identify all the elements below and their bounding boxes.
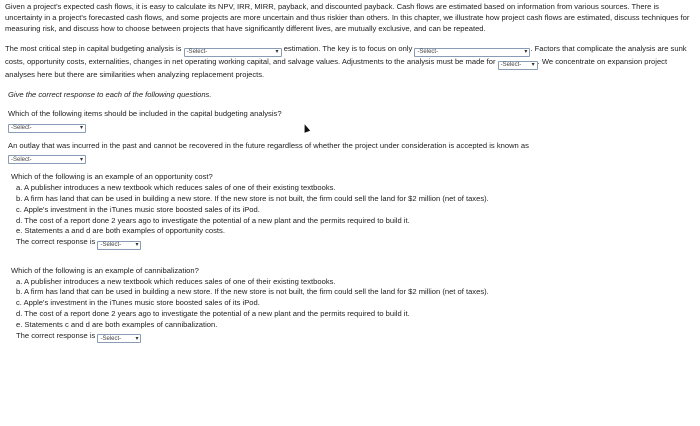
question-1-text: Which of the following items should be included in the capital budgeting analysis? — [8, 109, 282, 119]
question-4-response-label: The correct response is — [16, 330, 96, 340]
question-3-response-label: The correct response is — [16, 237, 96, 247]
question-3-dropdown[interactable]: -Select- ▾ — [97, 241, 141, 250]
chevron-down-icon: ▾ — [135, 242, 139, 249]
para-text-4: . We concentrate on expansion project analyses here but there are similarities when analyzing replacement projects. — [5, 57, 668, 79]
fill-in-paragraph — [5, 44, 695, 80]
intro-paragraph: Given a project's expected cash flows, it is easy to calculate its NPV, IRR, MIRR, payback, and discounted payback. Cash flows are estimated based on information from various sources. There is uncertainty in a project's forecasted cash flows, and some projects are more uncertain and thus riskier than others. In this chapter, we illustrate how project cash flows are estimated, discuss techniques for measuring risk, and discuss how to choose between projects that have significantly different lives, are mutually exclusive, and can be repeated. — [5, 2, 690, 33]
para-text-3: . Factors that complicate the analysis are sunk costs, opportunity costs, externalities, changes in net operating working capital, and salvage values. Adjustments to the analysis must be made for — [5, 44, 687, 67]
question-4-response — [16, 331, 695, 344]
question-2-text: An outlay that was incurred in the past and cannot be recovered in the future regardless of whether the project under consideration is accepted is known as — [8, 140, 529, 150]
question-4-option-a: a. A publisher introduces a new textbook which reduces sales of one of their existing textbooks. — [16, 276, 336, 286]
chevron-down-icon: ▾ — [79, 156, 83, 163]
chevron-down-icon: ▾ — [79, 125, 83, 132]
question-3 — [8, 172, 695, 249]
question-3-option-e: e. Statements a and d are both examples of opportunity costs. — [16, 226, 225, 236]
question-1 — [8, 109, 695, 133]
question-3-option-d: d. The cost of a report done 2 years ago to investigate the potential of a new plant and the permits required to build it. — [16, 215, 410, 225]
question-4-option-e: e. Statements c and d are both examples of cannibalization. — [16, 319, 218, 329]
cash-flow-dropdown[interactable]: -Select- ▾ — [184, 48, 282, 57]
question-4 — [8, 266, 695, 343]
question-2-dropdown[interactable]: -Select- ▾ — [8, 155, 86, 164]
question-3-response — [16, 237, 695, 250]
para-text-1: The most critical step in capital budgeting analysis is — [5, 44, 182, 54]
question-4-option-d: d. The cost of a report done 2 years ago to investigate the potential of a new plant and the permits required to build it. — [16, 309, 410, 319]
question-4-option-b: b. A firm has land that can be used in building a new store. If the new store is not built, the firm could sell the land for $2 million (net of taxes). — [16, 287, 489, 297]
chevron-down-icon: ▾ — [275, 49, 279, 56]
relevant-cash-flows-dropdown[interactable]: -Select- ▾ — [414, 48, 530, 57]
question-content — [5, 2, 695, 343]
instruction-text: Give the correct response to each of the following questions. — [8, 89, 212, 99]
chevron-down-icon: ▾ — [135, 335, 139, 342]
question-4-dropdown[interactable]: -Select- ▾ — [97, 334, 141, 343]
para-text-2: estimation. The key is to focus on only — [283, 44, 413, 54]
chevron-down-icon: ▾ — [524, 49, 528, 56]
spacer — [5, 258, 695, 266]
question-3-option-c: c. Apple's investment in the iTunes music store boosted sales of its iPod. — [16, 204, 260, 214]
question-2 — [8, 141, 695, 165]
question-4-text: Which of the following is an example of cannibalization? — [11, 265, 199, 275]
chevron-down-icon: ▾ — [531, 62, 535, 69]
question-3-option-a: a. A publisher introduces a new textbook which reduces sales of one of their existing textbooks. — [16, 183, 336, 193]
question-1-dropdown[interactable]: -Select- ▾ — [8, 124, 86, 133]
question-3-text: Which of the following is an example of an opportunity cost? — [11, 172, 213, 182]
question-3-option-b: b. A firm has land that can be used in building a new store. If the new store is not built, the firm could sell the land for $2 million (net of taxes). — [16, 194, 489, 204]
question-4-option-c: c. Apple's investment in the iTunes music store boosted sales of its iPod. — [16, 298, 260, 308]
adjustments-dropdown[interactable]: -Select- ▾ — [498, 61, 538, 70]
